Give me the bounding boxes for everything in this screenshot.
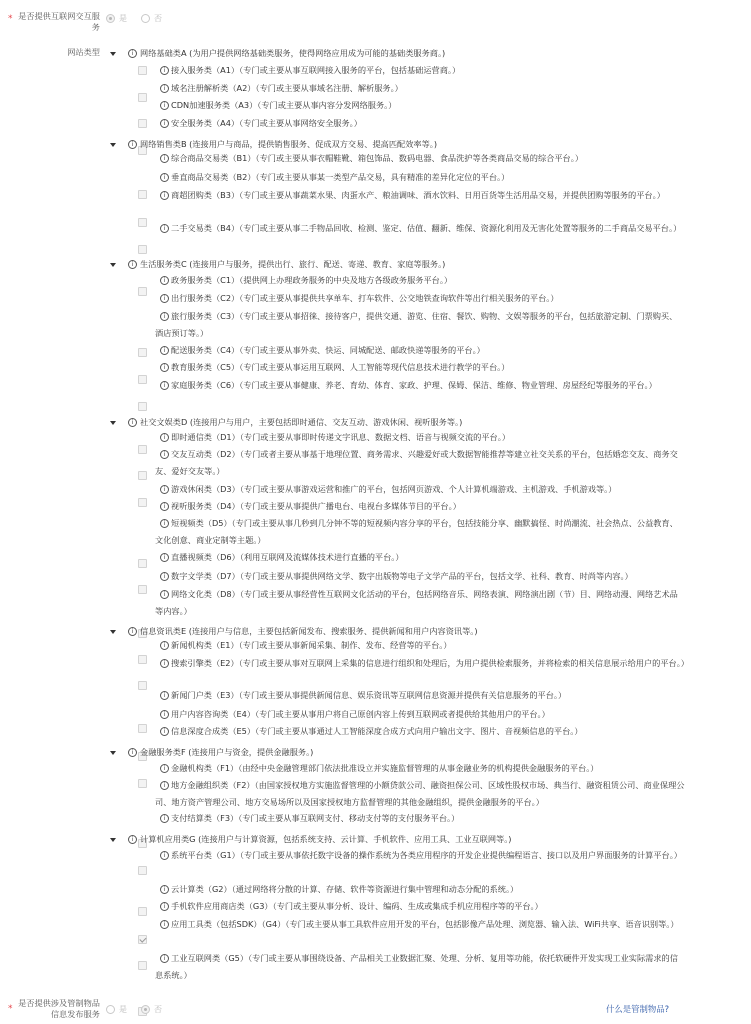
info-icon[interactable]: i <box>160 381 169 390</box>
expand-caret-icon[interactable] <box>110 52 116 56</box>
radio-no-2[interactable] <box>141 1005 150 1014</box>
required-mark: * <box>8 14 13 24</box>
info-icon[interactable]: i <box>128 140 137 149</box>
controlled-option-yes[interactable] <box>106 1004 127 1015</box>
category-title: 计算机应用类G (连接用户与计算资源，包括系统支持、云计算、手机软件、应用工具、工业互联网等。) <box>140 834 512 844</box>
info-icon[interactable]: i <box>128 49 137 58</box>
info-icon[interactable]: i <box>160 154 169 163</box>
subcategory-checkbox[interactable] <box>138 245 147 254</box>
category-title: 社交文娱类D (连接用户与用户，主要包括即时通信、交友互动、游戏休闲、视听服务等。) <box>140 417 463 427</box>
subcategory-checkbox[interactable] <box>138 681 147 690</box>
category-title: 生活服务类C (连接用户与服务，提供出行、旅行、配送、寄递、教育、家庭等服务。) <box>140 259 446 269</box>
subcategory-label: 手机软件应用商店类（G3）（专门或主要从事分析、设计、编码、生成或集成手机应用程序等的平台。） <box>171 901 543 911</box>
info-icon[interactable]: i <box>160 691 169 700</box>
subcategory-label: 综合商品交易类（B1）（专门或主要从事衣帽鞋靴、箱包饰品、数码电器、食品洗护等各类商品交易的综合平台。） <box>171 153 584 163</box>
info-icon[interactable]: i <box>128 835 137 844</box>
info-icon[interactable]: i <box>160 450 169 459</box>
info-icon[interactable]: i <box>160 66 169 75</box>
subcategory-label: 新闻机构类（E1）（专门或主要从事新闻采集、制作、发布、经营等的平台。） <box>171 640 452 650</box>
info-icon[interactable]: i <box>128 418 137 427</box>
info-icon[interactable]: i <box>160 173 169 182</box>
expand-caret-icon[interactable] <box>110 751 116 755</box>
subcategory-label: 网络文化类（D8）（专门或主要从事经营性互联网文化活动的平台，包括网络音乐、网络表演、网络演出剧（节）目、网络动漫、网络艺术品等内容。） <box>155 589 678 616</box>
radio-no[interactable] <box>141 14 150 23</box>
info-icon[interactable]: i <box>160 641 169 650</box>
subcategory-label: 接入服务类（A1）（专门或主要从事互联网接入服务的平台，包括基础运营商。） <box>171 65 461 75</box>
subcategory-label: 直播视频类（D6）（利用互联网及流媒体技术进行直播的平台。） <box>171 552 404 562</box>
info-icon[interactable]: i <box>160 902 169 911</box>
controlled-items-help-link[interactable]: 什么是管制物品? <box>606 1004 670 1014</box>
controlled-option-no[interactable] <box>141 1004 162 1015</box>
category-title: 金融服务类F (连接用户与资金，提供金融服务。) <box>140 747 314 757</box>
subcategory-checkbox[interactable] <box>138 190 147 199</box>
subcategory-label: 即时通信类（D1）（专门或主要从事即时传递文字讯息、数据文档、语音与视频交流的平台。） <box>171 432 511 442</box>
subcategory-label: 支付结算类（F3）（专门或主要从事互联网支付、移动支付等的支付服务平台。） <box>171 813 460 823</box>
info-icon[interactable]: i <box>128 627 137 636</box>
info-icon[interactable]: i <box>160 485 169 494</box>
subcategory-checkbox[interactable] <box>138 935 147 944</box>
info-icon[interactable]: i <box>160 710 169 719</box>
subcategory-checkbox[interactable] <box>138 375 147 384</box>
radio-yes[interactable] <box>106 14 115 23</box>
expand-caret-icon[interactable] <box>110 838 116 842</box>
subcategory-checkbox[interactable] <box>138 655 147 664</box>
info-icon[interactable]: i <box>160 920 169 929</box>
subcategory-label: 政务服务类（C1）（提供网上办理政务服务的中央及地方各级政务服务平台。） <box>171 275 453 285</box>
subcategory-label: 应用工具类（包括SDK）（G4）（专门或主要从事工具软件应用开发的平台，包括影像产品处理、浏览器、输入法、WiFi共享、语音识别等。） <box>171 919 679 929</box>
subcategory-label: 新闻门户类（E3）（专门或主要从事提供新闻信息、娱乐资讯等互联网信息资源并提供有关信息服务的平台。） <box>171 690 567 700</box>
subcategory-checkbox[interactable] <box>138 471 147 480</box>
subcategory-checkbox[interactable] <box>138 866 147 875</box>
subcategory-label: 云计算类（G2）（通过网络将分散的计算、存储、软件等资源进行集中管理和动态分配的系统。） <box>171 884 519 894</box>
subcategory-label: 域名注册解析类（A2）（专门或主要从事域名注册、解析服务。） <box>171 83 403 93</box>
subcategory-label: 工业互联网类（G5）（专门或主要从事围绕设备、产品相关工业数据汇聚、处理、分析、复用等功能，依托软硬件开发实现工业实际需求的信息系统。） <box>155 953 678 980</box>
subcategory-checkbox[interactable] <box>138 961 147 970</box>
radio-yes-2[interactable] <box>106 1005 115 1014</box>
info-icon[interactable]: i <box>160 363 169 372</box>
subcategory-label: 数字文学类（D7）（专门或主要从事提供网络文学、数字出版物等电子文学产品的平台，包括文学、社科、教育、时尚等内容。） <box>171 571 633 581</box>
info-icon[interactable]: i <box>160 727 169 736</box>
subcategory-label: 垂直商品交易类（B2）（专门或主要从事某一类型产品交易，具有精准的差异化定位的平台。） <box>171 172 510 182</box>
subcategory-label: 教育服务类（C5）（专门或主要从事运用互联网、人工智能等现代信息技术进行教学的平台。） <box>171 362 510 372</box>
info-icon[interactable]: i <box>160 294 169 303</box>
radio-yes-label: 是 <box>119 14 127 23</box>
category-title: 网络销售类B (连接用户与商品，提供销售服务、促成双方交易、提高匹配效率等。) <box>140 139 438 149</box>
info-icon[interactable]: i <box>160 851 169 860</box>
info-icon[interactable]: i <box>160 191 169 200</box>
subcategory-label: 配送服务类（C4）（专门或主要从事外卖、快运、同城配送、邮政快递等服务的平台。） <box>171 345 485 355</box>
subcategory-checkbox[interactable] <box>138 498 147 507</box>
subcategory-checkbox[interactable] <box>138 907 147 916</box>
subcategory-label: 信息深度合成类（E5）（专门或主要从事通过人工智能深度合成方式向用户输出文字、图片、音视频信息的平台。） <box>171 726 583 736</box>
info-icon[interactable]: i <box>160 954 169 963</box>
info-icon[interactable]: i <box>160 659 169 668</box>
info-icon[interactable]: i <box>160 572 169 581</box>
subcategory-label: 交友互动类（D2）（专门或者主要从事基于地理位置、商务需求、兴趣爱好或大数据智能推荐等建立社交关系的平台，包括婚恋交友、商务交友、爱好交友等。） <box>155 449 678 476</box>
info-icon[interactable]: i <box>128 748 137 757</box>
subcategory-label: 安全服务类（A4）（专门或主要从事网络安全服务。） <box>171 118 362 128</box>
subcategory-checkbox[interactable] <box>138 218 147 227</box>
controlled-question-label: 是否提供涉及管制物品信息发布服务 <box>18 998 100 1019</box>
category-title: 信息资讯类E (连接用户与信息，主要包括新闻发布、搜索服务、提供新闻和用户内容资讯等。) <box>140 626 478 636</box>
radio-no-2-label: 否 <box>154 1005 162 1014</box>
subcategory-checkbox[interactable] <box>138 93 147 102</box>
expand-caret-icon[interactable] <box>110 630 116 634</box>
radio-yes-2-label: 是 <box>119 1005 127 1014</box>
site-type-label: 网站类型 <box>67 47 100 57</box>
info-icon[interactable]: i <box>160 885 169 894</box>
subcategory-checkbox[interactable] <box>138 348 147 357</box>
interact-question-label: 是否提供互联网交互服务 <box>18 11 100 32</box>
subcategory-label: 视听服务类（D4）（专门或主要从事提供广播电台、电视台多媒体节目的平台。） <box>171 501 461 511</box>
subcategory-label: 金融机构类（F1）（由经中央金融管理部门依法批准设立并实施监督管理的从事金融业务的机构提供金融服务的平台。） <box>171 763 599 773</box>
subcategory-checkbox[interactable] <box>138 287 147 296</box>
required-mark-2: * <box>8 1004 13 1014</box>
subcategory-label: 系统平台类（G1）（专门或主要从事依托数字设备的操作系统为各类应用程序的开发企业提供编程语言、接口以及用户界面服务的计算平台。） <box>171 850 682 860</box>
subcategory-label: 用户内容咨询类（E4）（专门或主要从事用户将自己原创内容上传到互联网或者提供给其他用户的平台。） <box>171 709 550 719</box>
interact-option-yes[interactable] <box>106 13 127 24</box>
radio-no-label: 否 <box>154 14 162 23</box>
subcategory-checkbox[interactable] <box>138 66 147 75</box>
info-icon[interactable]: i <box>160 119 169 128</box>
subcategory-label: 商超团购类（B3）（专门或主要从事蔬菜水果、肉蛋水产、粮油调味、酒水饮料、日用百货等生活用品交易，并提供团购等服务的平台。） <box>171 190 665 200</box>
info-icon[interactable]: i <box>160 276 169 285</box>
expand-caret-icon[interactable] <box>110 421 116 425</box>
info-icon[interactable]: i <box>160 502 169 511</box>
info-icon[interactable]: i <box>160 224 169 233</box>
info-icon[interactable]: i <box>160 101 169 110</box>
subcategory-checkbox[interactable] <box>138 119 147 128</box>
subcategory-label: 旅行服务类（C3）（专门或主要从事招徕、接待客户，提供交通、游览、住宿、餐饮、购物、文娱等服务的平台，包括旅游定制、门票购买、酒店预订等。） <box>155 311 678 338</box>
subcategory-label: CDN加速服务类（A3）（专门或主要从事内容分发网络服务。） <box>171 100 397 110</box>
subcategory-checkbox[interactable] <box>138 724 147 733</box>
info-icon[interactable]: i <box>160 764 169 773</box>
subcategory-checkbox[interactable] <box>138 585 147 594</box>
info-icon[interactable]: i <box>160 590 169 599</box>
subcategory-checkbox[interactable] <box>138 779 147 788</box>
subcategory-checkbox[interactable] <box>138 445 147 454</box>
info-icon[interactable]: i <box>160 312 169 321</box>
info-icon[interactable]: i <box>128 260 137 269</box>
subcategory-label: 二手交易类（B4）（专门或主要从事二手物品回收、检测、鉴定、估值、翻新、维保、资源化利用及无害化处置等服务的二手商品交易平台。） <box>171 223 682 233</box>
info-icon[interactable]: i <box>160 346 169 355</box>
interact-option-no[interactable] <box>141 13 162 24</box>
subcategory-label: 游戏休闲类（D3）（专门或主要从事游戏运营和推广的平台，包括网页游戏、个人计算机端游戏、主机游戏、手机游戏等。） <box>171 484 617 494</box>
subcategory-checkbox[interactable] <box>138 559 147 568</box>
expand-caret-icon[interactable] <box>110 143 116 147</box>
subcategory-checkbox[interactable] <box>138 402 147 411</box>
subcategory-label: 地方金融组织类（F2）（由国家授权地方实施监督管理的小额贷款公司、融资担保公司、区域性股权市场、典当行、融资租赁公司、商业保理公司、地方资产管理公司、地方交易场所以及国家授权地方监督管理的其他金融组织，提供金融服务的平台。） <box>155 780 685 807</box>
expand-caret-icon[interactable] <box>110 263 116 267</box>
category-title: 网络基础类A (为用户提供网络基础类服务，使得网络应用成为可能的基础类服务商。) <box>140 48 446 58</box>
subcategory-label: 出行服务类（C2）（专门或主要从事提供共享单车、打车软件、公交地铁查询软件等出行相关服务的平台。） <box>171 293 559 303</box>
info-icon[interactable]: i <box>160 84 169 93</box>
subcategory-label: 家庭服务类（C6）（专门或主要从事健康、养老、育幼、体育、家政、护理、保姆、保洁、维修、物业管理、房屋经纪等服务的平台。） <box>171 380 657 390</box>
info-icon[interactable]: i <box>160 519 169 528</box>
subcategory-label: 短视频类（D5）（专门或主要从事几秒到几分钟不等的短视频内容分享的平台，包括技能分享、幽默搞怪、时尚潮流、社会热点、公益教育、文化创意、商业定制等主题。） <box>155 518 678 545</box>
info-icon[interactable]: i <box>160 433 169 442</box>
info-icon[interactable]: i <box>160 553 169 562</box>
info-icon[interactable]: i <box>160 781 169 790</box>
info-icon[interactable]: i <box>160 814 169 823</box>
subcategory-label: 搜索引擎类（E2）（专门或主要从事对互联网上采集的信息进行组织和处理后，为用户提供检索服务，并将检索的相关信息展示给用户的平台。） <box>171 658 689 668</box>
